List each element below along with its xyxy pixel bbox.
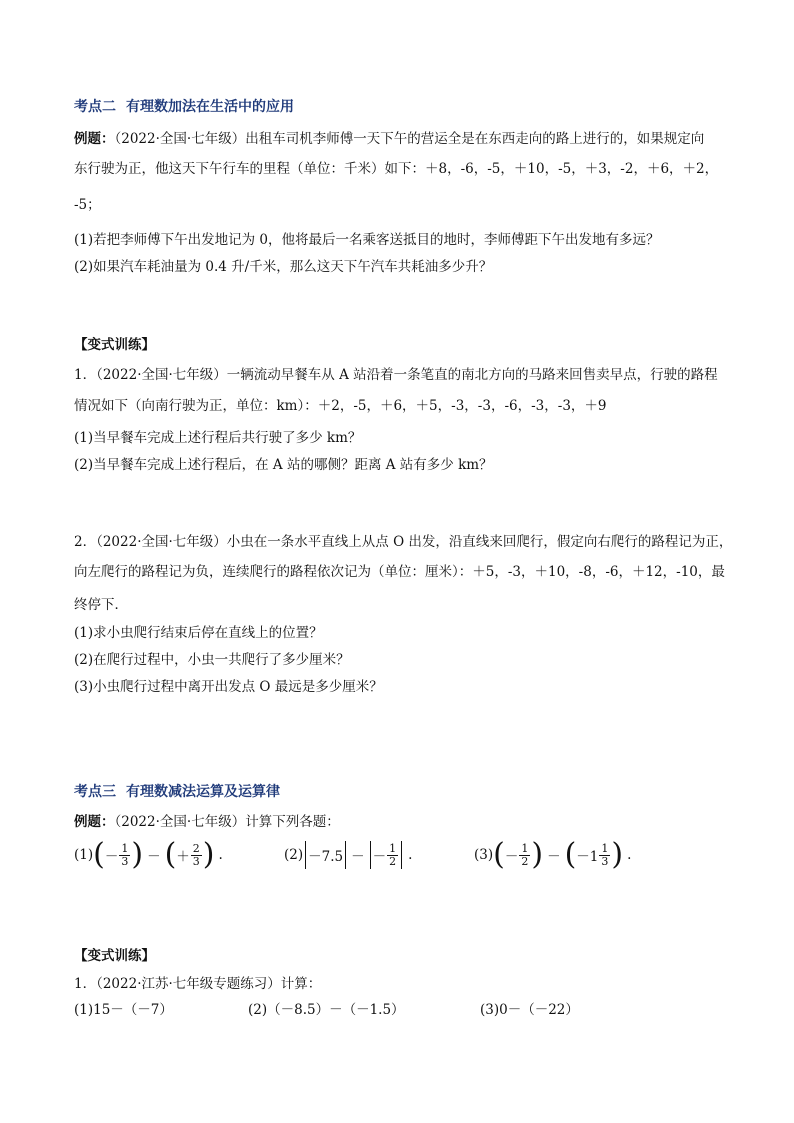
period: . — [408, 847, 413, 863]
mixed-number: －1 $\frac{1}{3}$ — [576, 841, 609, 868]
practice-label: 【变式训练】 — [74, 337, 155, 353]
operator: － — [351, 849, 365, 865]
problem-2-question-3: (3)小虫爬行过程中离开出发点 O 最远是多少厘米？ — [74, 679, 383, 695]
problem-2-line-3: 终停下． — [74, 597, 128, 613]
fraction: $\frac{2}{3}$ — [192, 841, 200, 868]
section-heading-2 — [74, 96, 734, 116]
problem-1-question-2: (2)当早餐车完成上述行程后，在 A 站的哪侧？距离 A 站有多少 km？ — [74, 457, 493, 473]
example-text: （2022·全国·七年级）出租车司机李师傅一天下午的营运全是在东西走向的路上进行的，如果规定向 — [114, 131, 705, 147]
practice-label: 【变式训练】 — [74, 948, 155, 964]
problem-1-line-1: 1．（2022·全国·七年级）一辆流动早餐车从 A 站沿着一条笔直的南北方向的马路来回售卖早点，行驶的路程 — [74, 367, 718, 383]
fraction: $\frac{1}{2}$ — [521, 841, 529, 868]
example-label: 例题： — [74, 814, 115, 830]
period: . — [627, 847, 632, 863]
calc-2: (2)（－8.5）－（－1.5） — [248, 1002, 405, 1018]
example-text: （2022·全国·七年级）计算下列各题： — [114, 814, 340, 830]
example-line — [74, 810, 734, 830]
sign: － — [504, 849, 519, 865]
problem-1-question-1: (1)当早餐车完成上述行程后共行驶了多少 km？ — [74, 430, 362, 446]
sign: － — [372, 849, 387, 865]
example-line-3: -5； — [74, 197, 101, 213]
question-2: (2)如果汽车耗油量为 0.4 升/千米，那么这天下午汽车共耗油多少升？ — [74, 259, 493, 275]
heading-prefix: 考点二 — [74, 99, 116, 115]
problem-1-line-2: 情况如下（向南行驶为正，单位：km）：＋2，-5，＋6，＋5，-3，-3，-6，-3，-3，＋9 — [74, 398, 607, 414]
expression-1: (1) ( － $\frac{1}{3}$ ) － ( ＋ $\frac{2}{3}$ ) . — [74, 837, 223, 872]
example-line-2: 东行驶为正，他这天下午行车的里程（单位：千米）如下：＋8，-6，-5，＋10，-5，＋3，-2，＋6，＋2， — [74, 161, 719, 177]
expression-row — [74, 838, 734, 874]
expr-label: (1) — [74, 847, 94, 863]
expr-label: (2) — [284, 847, 304, 863]
section-heading-3 — [74, 781, 734, 801]
calc-1: (1)15－（－7） — [74, 1002, 173, 1018]
problem-2-question-1: (1)求小虫爬行结束后停在直线上的位置？ — [74, 625, 323, 641]
problem-2-line-2: 向左爬行的路程记为负，连续爬行的路程依次记为（单位：厘米）：＋5，-3，＋10，-8，-6，＋12，-10，最 — [74, 564, 725, 580]
expression-3: (3) ( － $\frac{1}{2}$ ) － ( －1 $\frac{1}{3}$ ) . — [474, 837, 632, 872]
operator: － — [147, 849, 161, 865]
expr-label: (3) — [474, 847, 494, 863]
calc-row — [74, 998, 734, 1018]
operator: － — [547, 849, 561, 865]
period: . — [218, 847, 223, 863]
problem-2-line-1: 2．（2022·全国·七年级）小虫在一条水平直线上从点 O 出发，沿直线来回爬行，假定向右爬行的路程记为正， — [74, 534, 733, 550]
calc-3: (3)0－（－22） — [480, 1002, 579, 1018]
problem-2-question-2: (2)在爬行过程中，小虫一共爬行了多少厘米？ — [74, 652, 350, 668]
fraction: $\frac{1}{2}$ — [389, 841, 397, 868]
heading-prefix: 考点三 — [74, 784, 116, 800]
fraction: $\frac{1}{3}$ — [121, 841, 129, 868]
value: －7.5 — [308, 849, 344, 865]
problem-1-line-1: 1．（2022·江苏·七年级专题练习）计算： — [74, 976, 322, 992]
example-line-1 — [74, 127, 734, 147]
example-label: 例题： — [74, 131, 115, 147]
question-1: (1)若把李师傅下午出发地记为 0，他将最后一名乘客送抵目的地时，李师傅距下午出发地有多远？ — [74, 232, 660, 248]
expression-2 — [284, 838, 412, 872]
sign: ＋ — [176, 849, 190, 865]
sign: － — [104, 849, 119, 865]
heading-title: 有理数减法运算及运算律 — [126, 784, 280, 800]
heading-title: 有理数加法在生活中的应用 — [126, 99, 294, 115]
